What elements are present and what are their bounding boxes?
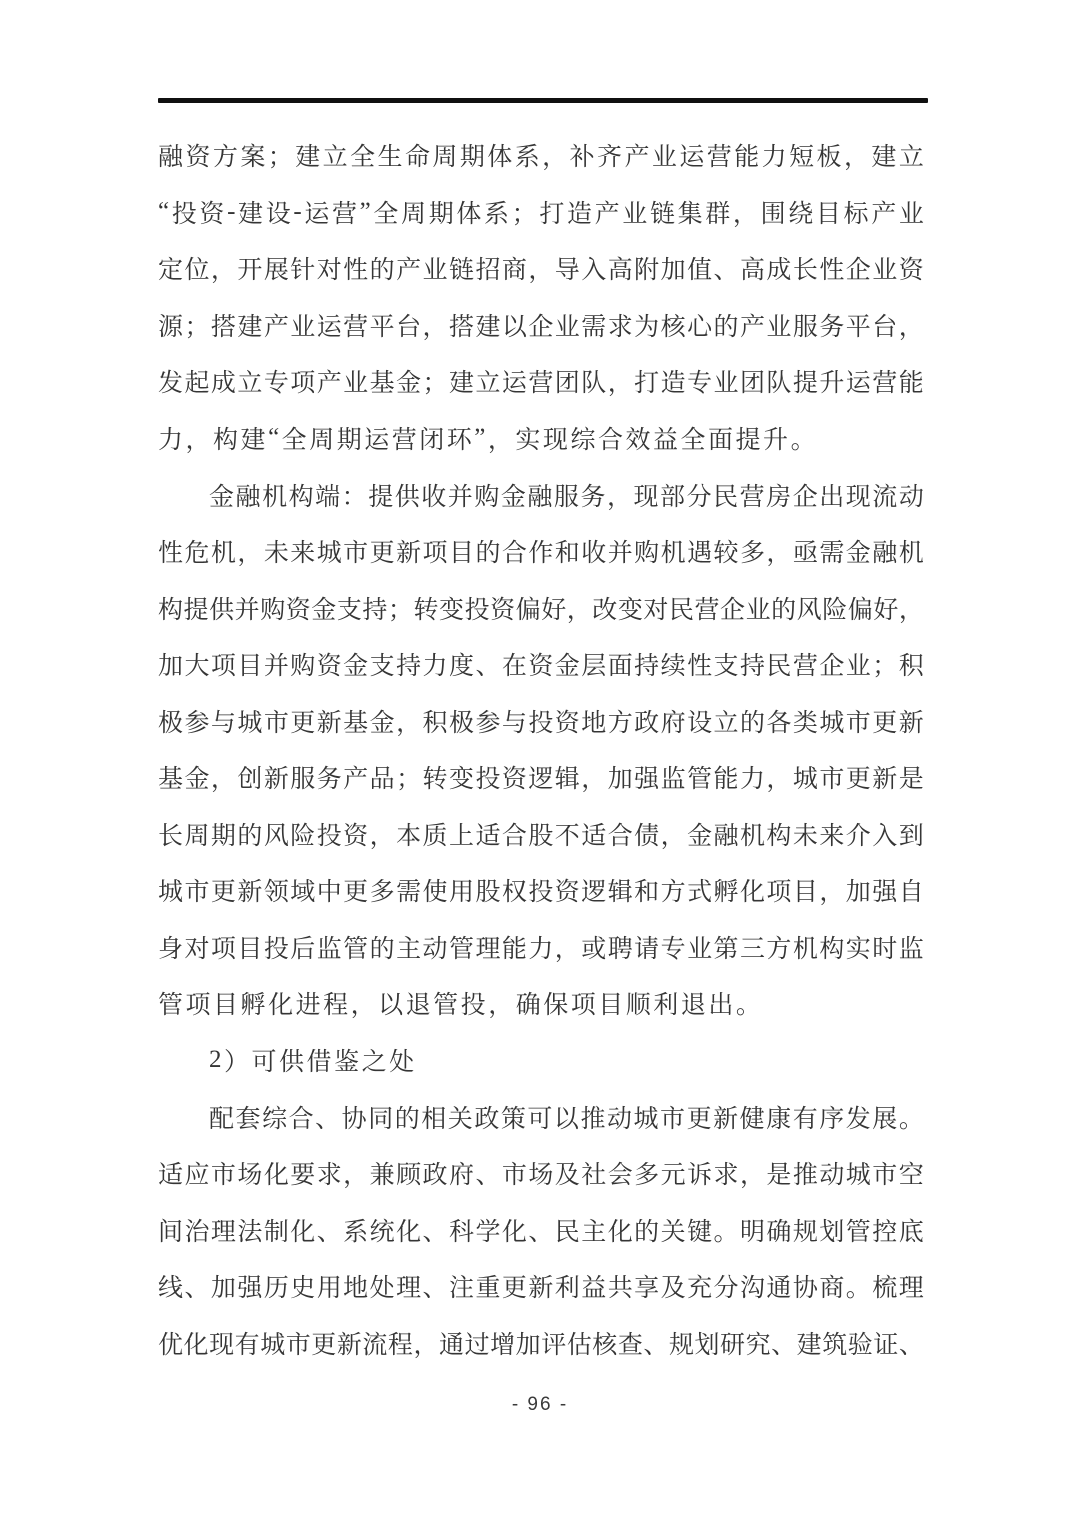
text-line: 融 资 方 案 ； 建 立 全 生 命 周 期 体 系 ， 补 齐 产 业 运 营 能 力 短 板 ， 建 立 xyxy=(158,144,924,172)
text-block xyxy=(158,127,924,1371)
text-line: 长 周 期 的 风 险 投 资 ， 本 质 上 适 合 股 不 适 合 债 ， 金 融 机 构 未 来 介 入 到 xyxy=(158,822,924,850)
text-line: 城 市 更 新 领 域 中 更 多 需 使 用 股 权 投 资 逻 辑 和 方 式 孵 化 项 目 ， 加 强 自 xyxy=(158,879,924,907)
page-number: - 96 - xyxy=(511,1394,569,1415)
text-line: 力 ， 构 建 “ 全 周 期 运 营 闭 环 ” ， 实 现 综 合 效 益 全 面 提 升 。 xyxy=(158,424,816,454)
text-line: 发 起 成 立 专 项 产 业 基 金 ； 建 立 运 营 团 队 ， 打 造 专 业 团 队 提 升 运 营 能 xyxy=(158,370,924,398)
text-line: 性 危 机 ， 未 来 城 市 更 新 项 目 的 合 作 和 收 并 购 机 遇 较 多 ， 亟 需 金 融 机 xyxy=(158,540,924,568)
text-line: 构 提 供 并 购 资 金 支 持 ； 转 变 投 资 偏 好 ， 改 变 对 民 营 企 业 的 风 险 偏 好 ， xyxy=(158,596,924,624)
text-line: 2 ） 可 供 借 鉴 之 处 xyxy=(209,1046,415,1077)
text-line: 配 套 综 合 、 协 同 的 相 关 政 策 可 以 推 动 城 市 更 新 健 康 有 序 发 展 。 xyxy=(209,1105,924,1133)
text-line: 金 融 机 构 端 ： 提 供 收 并 购 金 融 服 务 ， 现 部 分 民 营 房 企 出 现 流 动 xyxy=(209,483,924,511)
text-line: 极 参 与 城 市 更 新 基 金 ， 积 极 参 与 投 资 地 方 政 府 设 立 的 各 类 城 市 更 新 xyxy=(158,709,924,737)
text-line: 基 金 ， 创 新 服 务 产 品 ； 转 变 投 资 逻 辑 ， 加 强 监 管 能 力 ， 城 市 更 新 是 xyxy=(158,766,924,794)
text-line: 优 化 现 有 城 市 更 新 流 程 ， 通 过 增 加 评 估 核 查 、 规 划 研 究 、 建 筑 验 证 、 xyxy=(158,1331,924,1359)
text-line: “ 投 资 - 建 设 - 运 营 ” 全 周 期 体 系 ； 打 造 产 业 链 集 群 ， 围 绕 目 标 产 业 xyxy=(158,197,924,228)
text-line: 身 对 项 目 投 后 监 管 的 主 动 管 理 能 力 ， 或 聘 请 专 业 第 三 方 机 构 实 时 监 xyxy=(158,935,924,963)
text-line: 间 治 理 法 制 化 、 系 统 化 、 科 学 化 、 民 主 化 的 关 键 。 明 确 规 划 管 控 底 xyxy=(158,1218,924,1246)
text-line: 线 、 加 强 历 史 用 地 处 理 、 注 重 更 新 利 益 共 享 及 充 分 沟 通 协 商 。 梳 理 xyxy=(158,1275,924,1303)
text-line: 定 位 ， 开 展 针 对 性 的 产 业 链 招 商 ， 导 入 高 附 加 值 、 高 成 长 性 企 业 资 xyxy=(158,257,924,285)
header-rule xyxy=(158,98,928,103)
text-line: 源 ； 搭 建 产 业 运 营 平 台 ， 搭 建 以 企 业 需 求 为 核 心 的 产 业 服 务 平 台 ， xyxy=(158,313,924,341)
text-line: 管 项 目 孵 化 进 程 ， 以 退 管 投 ， 确 保 项 目 顺 利 退 出 。 xyxy=(158,992,761,1020)
text-line: 加 大 项 目 并 购 资 金 支 持 力 度 、 在 资 金 层 面 持 续 性 支 持 民 营 企 业 ； 积 xyxy=(158,653,924,681)
text-line: 适 应 市 场 化 要 求 ， 兼 顾 政 府 、 市 场 及 社 会 多 元 诉 求 ， 是 推 动 城 市 空 xyxy=(158,1162,924,1190)
